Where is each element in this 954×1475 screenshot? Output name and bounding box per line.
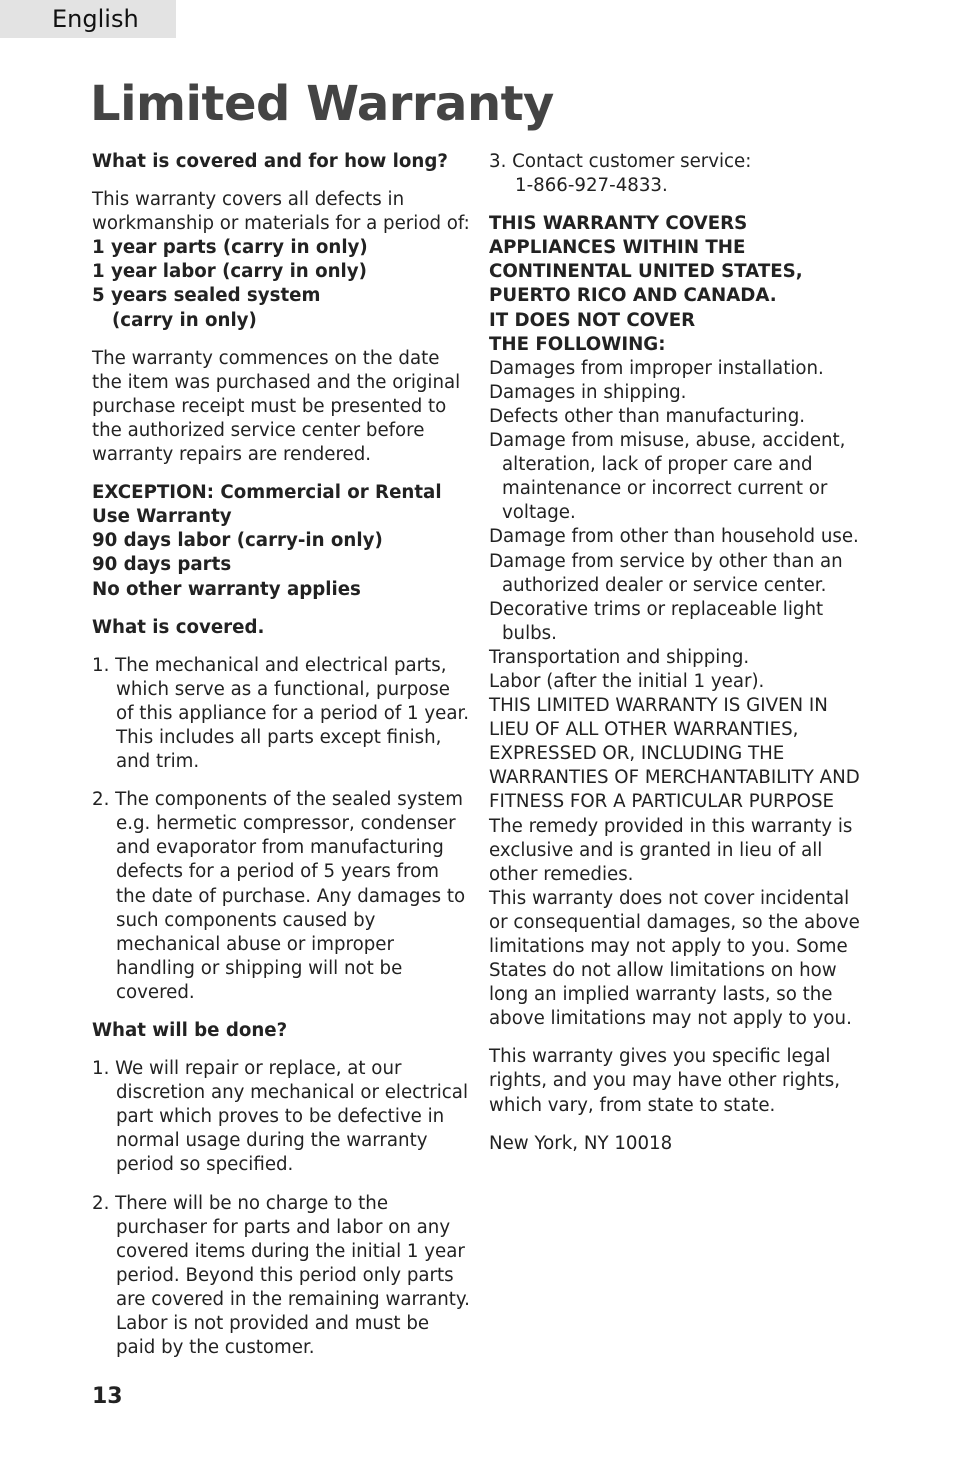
lieu-text: THIS LIMITED WARRANTY IS GIVEN IN LIEU OF ALL OTHER WARRANTIES, EXPRESSED OR, INCLUDING THE WARRANTIES OF MERCHANTABILITY AND FITNESS FOR A PARTICULAR PURPOSE	[489, 695, 860, 813]
commence-text: The warranty commences on the date the item was purchased and the original purchase receipt must be presented to the authorized service center before warranty repairs are rendered.	[92, 347, 461, 466]
coverage-heading: What is covered and for how long?	[92, 151, 448, 172]
exclusion-item: Damages from improper installation.	[489, 357, 824, 379]
scope-block	[489, 212, 869, 357]
rights-text: This warranty gives you specific legal rights, and you may have other rights, which vary, from state to state.	[489, 1046, 841, 1116]
coverage-term: (carry in only)	[112, 309, 257, 331]
coverage-term: 1 year parts (carry in only)	[92, 237, 368, 259]
page-number: 13	[92, 1384, 123, 1409]
left-column	[92, 150, 470, 1374]
covered-item: 1. The mechanical and electrical parts, which serve as a functional, purpose of this appliance for a period of 1 year. This includes all parts except finish, and trim.	[92, 654, 470, 773]
coverage-term: 5 years sealed system	[92, 285, 321, 307]
address: New York, NY 10018	[489, 1132, 673, 1154]
exception-line: No other warranty applies	[92, 578, 361, 600]
exclusion-item: Decorative trims or replaceable light bulbs.	[489, 598, 824, 644]
exclusion-item: Damage from misuse, abuse, accident, alteration, lack of proper care and maintenance or incorrect current or voltage.	[489, 430, 846, 524]
coverage-term: 1 year labor (carry in only)	[92, 261, 367, 283]
exception-line: 90 days parts	[92, 554, 232, 576]
right-column	[489, 150, 869, 1170]
contact-label: 3. Contact customer service:	[489, 151, 752, 172]
scope-line: THIS WARRANTY COVERS	[489, 213, 748, 235]
coverage-intro: This warranty covers all defects in workmanship or materials for a period of:	[92, 189, 470, 235]
scope-line: CONTINENTAL UNITED STATES,	[489, 261, 803, 283]
exception-line: 90 days labor (carry-in only)	[92, 530, 383, 552]
incidental-text: This warranty does not cover incidental or consequential damages, so the above limitations may not apply to you. Some States do not allow limitations on how long an implied warranty lasts, so the above limitations may not apply to you.	[489, 887, 860, 1030]
exclusion-item: Damage from other than household use.	[489, 526, 859, 548]
scope-line: THE FOLLOWING:	[489, 333, 666, 355]
contact-phone: 1-866-927-4833.	[515, 175, 668, 197]
page-title: Limited Warranty	[90, 76, 554, 132]
exclusion-item: Damage from service by other than an authorized dealer or service center.	[489, 550, 843, 596]
exclusion-item: Transportation and shipping.	[489, 646, 750, 668]
scope-line: PUERTO RICO AND CANADA.	[489, 285, 777, 307]
coverage-block	[92, 188, 470, 333]
exclusions-list	[489, 357, 869, 694]
exclusion-item: Labor (after the initial 1 year).	[489, 670, 765, 692]
done-item: 1. We will repair or replace, at our discretion any mechanical or electrical part which proves to be defective in normal usage during the warranty period so specified.	[92, 1058, 468, 1176]
exclusion-item: Damages in shipping.	[489, 381, 687, 403]
scope-line: IT DOES NOT COVER	[489, 309, 696, 331]
covered-item: 2. The components of the sealed system e.g. hermetic compressor, condenser and evaporator from manufacturing defects for a period of 5 years from the date of purchase. Any damages to such components caused by mechanical abuse or improper handling or shipping will not be covered.	[92, 789, 466, 1003]
done-heading: What will be done?	[92, 1020, 288, 1041]
covered-heading: What is covered.	[92, 616, 265, 638]
remedy-text: The remedy provided in this warranty is exclusive and is granted in lieu of all other remedies.	[489, 815, 853, 885]
exception-line: EXCEPTION: Commercial or Rental Use Warranty	[92, 482, 442, 528]
scope-line: APPLIANCES WITHIN THE	[489, 237, 746, 259]
contact-block	[489, 150, 869, 198]
exception-block	[92, 481, 470, 601]
done-item: 2. There will be no charge to the purchaser for parts and labor on any covered items during the initial 1 year period. Beyond this period only parts are covered in the remaining warranty. Labor is not provided and must be paid by the customer.	[92, 1192, 470, 1359]
exclusion-item: Defects other than manufacturing.	[489, 405, 806, 427]
language-tab: English	[0, 0, 176, 38]
